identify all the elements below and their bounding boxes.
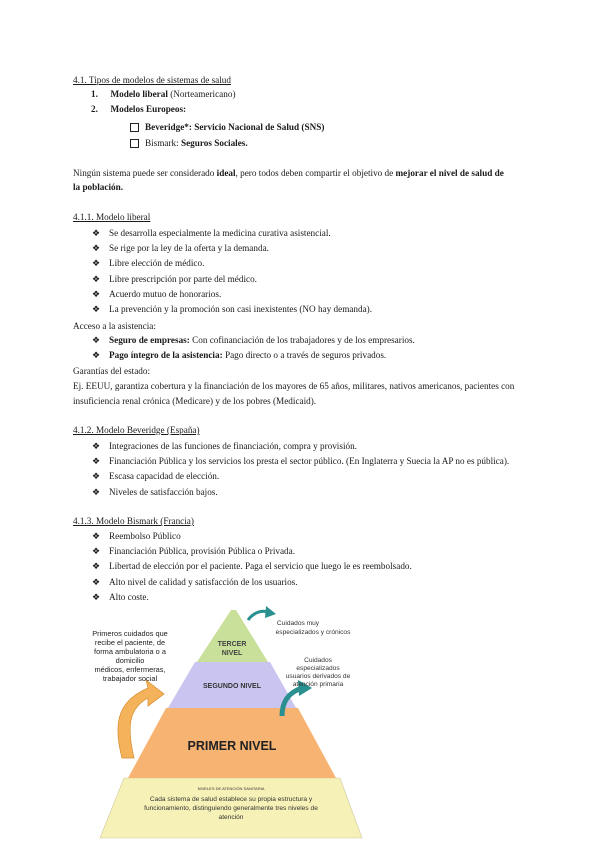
list-item: Financiación Pública, provisión Pública o Privada. [109, 546, 296, 557]
bullet-diamond-icon: ❖ [92, 486, 101, 497]
top-note-1: Cuidados muy [276, 620, 320, 627]
left-note-4: domicilio [115, 656, 145, 665]
intro-text: Ningún sistema puede ser considerado [73, 168, 217, 178]
access-label: Acceso a la asistencia: [73, 321, 156, 331]
base-title: NIVELES DE ATENCIÓN SANITARIA [197, 786, 265, 791]
list-item-text: Con cofinanciación de los trabajadores y de los empresarios. [189, 335, 415, 345]
intro-line-2: la población. [73, 182, 124, 192]
left-note-6: trabajador social [102, 674, 158, 683]
third-level-label-2: NIVEL [221, 650, 243, 657]
base-line-2: funcionamiento, distinguiendo generalmente tres niveles de [144, 805, 318, 812]
right-note-4: atención primaria [292, 681, 344, 688]
bullet-diamond-icon: ❖ [92, 243, 101, 254]
list-item: Integraciones de las funciones de financiación, compra y provisión. [109, 441, 357, 451]
model-name: Modelos Europeos: [110, 104, 187, 114]
list-item: Financiación Pública y los servicios los presta el sector público. (En Inglaterra y Suecia la AP no es pública). [109, 456, 510, 467]
right-note-2: especializados [296, 665, 340, 672]
list-item-bold: Seguro de empresas: [109, 335, 190, 345]
bullet-diamond-icon: ❖ [92, 456, 101, 467]
top-note-2: especializados y crónicos [275, 629, 351, 636]
bullet-diamond-icon: ❖ [92, 441, 101, 451]
bullet-diamond-icon: ❖ [92, 546, 101, 557]
tertiary-care-arrow-icon [248, 611, 268, 620]
guarantees-label: Garantías del estado: [73, 366, 151, 376]
base-line-1: Cada sistema de salud establece su propia estructura y [149, 796, 313, 803]
bullet-diamond-icon: ❖ [92, 591, 101, 602]
sub-model-beveridge: Beveridge*: Servicio Nacional de Salud (SNS) [145, 122, 325, 132]
list-item: Se rige por la ley de la oferta y la demanda. [109, 243, 269, 254]
section-title: 4.1. Tipos de modelos de sistemas de salud [73, 75, 231, 85]
sub-model-prefix: Bismark: [145, 138, 181, 148]
base-line-3: atención [218, 814, 244, 821]
bullet-diamond-icon: ❖ [92, 350, 101, 360]
list-item-bold: Pago íntegro de la asistencia: [109, 350, 223, 360]
bullet-diamond-icon: ❖ [92, 471, 101, 482]
list-item: Escasa capacidad de elección. [109, 471, 220, 482]
subsection-title-liberal: 4.1.1. Modelo liberal [73, 212, 151, 222]
bullet-diamond-icon: ❖ [92, 531, 101, 541]
second-level-label: SEGUNDO NIVEL [203, 683, 261, 690]
left-note-3: forma ambulatoria o a [94, 647, 166, 656]
list-item: Se desarrolla especialmente la medicina curativa asistencial. [109, 228, 331, 238]
list-item: Niveles de satisfacción bajos. [109, 486, 218, 497]
first-level-label: PRIMER NIVEL [187, 739, 277, 753]
list-item-text: Pago directo o a través de seguros privados. [222, 350, 387, 360]
model-name: Modelo liberal [110, 89, 168, 99]
list-item: Alto nivel de calidad y satisfacción de los usuarios. [109, 576, 298, 587]
left-note-2: recibe el paciente, de [94, 638, 166, 647]
left-note-1: Primeros cuidados que [92, 629, 168, 638]
third-level-label-1: TERCER [217, 641, 247, 648]
sub-model-name: Seguros Sociales. [180, 138, 248, 148]
guarantees-text-1: Ej. EEUU, garantiza cobertura y la financiación de los mayores de 65 años, militares, nativos americanos, pacientes con [73, 381, 515, 391]
guarantees-text-2: insuficiencia renal crónica (Medicare) y de los pobres (Medicaid). [73, 396, 317, 406]
model-number: 1. [91, 89, 98, 99]
intro-bold: ideal [216, 168, 236, 178]
list-item: Alto coste. [109, 591, 149, 602]
bullet-diamond-icon: ❖ [92, 335, 101, 345]
bullet-diamond-icon: ❖ [92, 288, 101, 299]
left-note-5: médicos, enfermeras, [94, 665, 166, 674]
list-item: Reembolso Público [109, 531, 181, 541]
bullet-diamond-icon: ❖ [92, 576, 101, 587]
list-item: Libre prescripción por parte del médico. [109, 273, 257, 284]
list-item: Libre elección de médico. [109, 258, 205, 269]
bullet-diamond-icon: ❖ [92, 304, 101, 314]
model-number: 2. [91, 104, 98, 114]
intro-bold: mejorar el nivel de salud de [395, 168, 504, 178]
subsection-title-beveridge: 4.1.2. Modelo Beveridge (España) [73, 425, 200, 435]
bullet-diamond-icon: ❖ [92, 258, 101, 269]
right-note-3: usuarios derivados de [285, 673, 351, 680]
list-item: Acuerdo mutuo de honorarios. [109, 288, 222, 299]
intro-text: , pero todos deben compartir el objetivo de [235, 168, 396, 178]
list-item: La prevención y la promoción son casi inexistentes (NO hay demanda). [109, 304, 373, 314]
bullet-diamond-icon: ❖ [92, 228, 101, 238]
right-note-1: Cuidados [304, 657, 332, 664]
bullet-diamond-icon: ❖ [92, 273, 101, 284]
tertiary-care-arrowhead-icon [265, 606, 276, 618]
bullet-diamond-icon: ❖ [92, 561, 101, 572]
model-note: (Norteamericano) [167, 89, 236, 99]
list-item: Libertad de elección por el paciente. Paga el servicio que luego le es reembolsado. [109, 561, 412, 572]
subsection-title-bismark: 4.1.3. Modelo Bismark (Francia) [73, 516, 194, 526]
